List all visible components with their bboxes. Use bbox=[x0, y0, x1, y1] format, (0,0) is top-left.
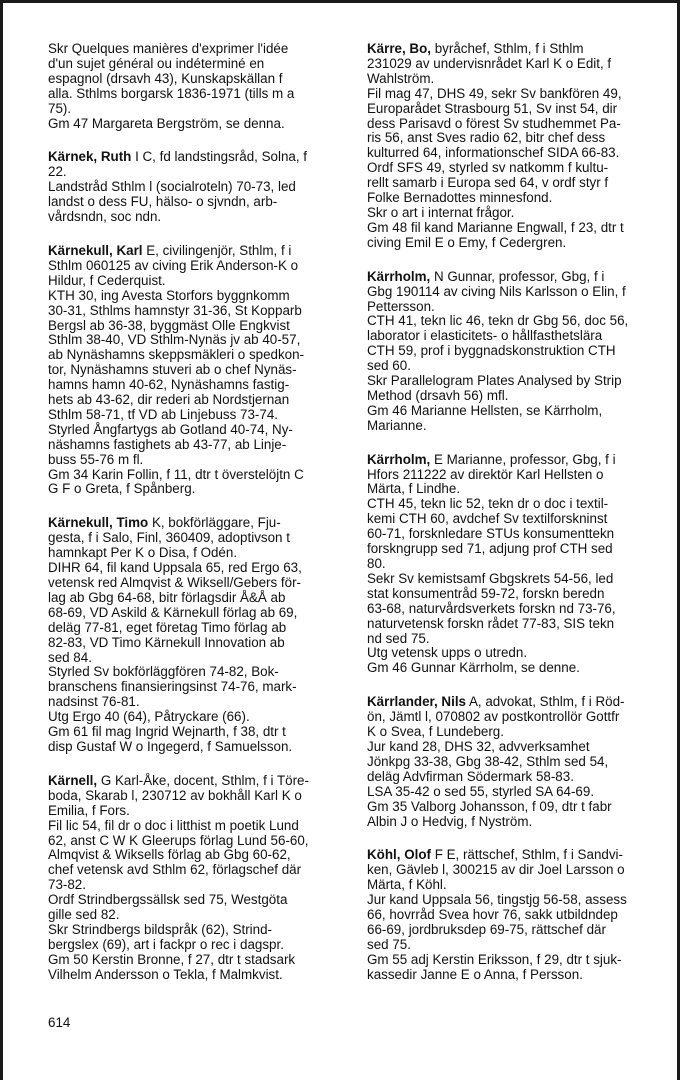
entry-line bbox=[48, 72, 340, 87]
entry-text: CTH 45, tekn lic 52, tekn dr o doc i textil- bbox=[367, 496, 609, 512]
biography-entry bbox=[48, 150, 340, 225]
entry-text: stat konsumentråd 59-72, forskn beredn bbox=[367, 585, 605, 601]
entry-line bbox=[367, 344, 659, 359]
entry-line bbox=[367, 923, 659, 938]
entry-text: Gm 48 fil kand Marianne Engwall, f 23, dtr t bbox=[367, 219, 624, 235]
entry-text: bergslex (69), art i fackpr o rec i dagspr. bbox=[48, 936, 284, 952]
entry-line bbox=[48, 953, 340, 968]
entry-line bbox=[367, 497, 659, 512]
entry-text: byråchef, Sthlm, f i Sthlm bbox=[431, 41, 584, 56]
entry-text: 22. bbox=[48, 164, 67, 180]
entry-line bbox=[48, 210, 340, 225]
entry-text: hamnkapt Per K o Disa, f Odén. bbox=[48, 545, 238, 561]
entry-line bbox=[367, 42, 659, 57]
left-column bbox=[48, 42, 340, 1002]
entry-line bbox=[48, 878, 340, 893]
entry-text: Ordf Strindbergssällsk sed 75, Westgöta bbox=[48, 892, 288, 908]
biography-entry bbox=[367, 42, 659, 251]
entry-text: Vilhelm Andersson o Tekla, f Malmkvist. bbox=[48, 966, 283, 982]
entry-line bbox=[48, 42, 340, 57]
entry-text: kulturred 64, informationschef SIDA 66-83. bbox=[367, 145, 620, 161]
entry-line bbox=[367, 72, 659, 87]
entry-line bbox=[48, 968, 340, 983]
entry-line bbox=[48, 333, 340, 348]
entry-text: Albin J o Hedvig, f Nyström. bbox=[367, 813, 533, 829]
entry-text: Emilia, f Fors. bbox=[48, 802, 130, 818]
entry-text: naturvetensk forskn rådet 77-83, SIS tekn bbox=[367, 615, 615, 631]
entry-text: G F o Greta, f Spånberg. bbox=[48, 481, 196, 497]
entry-text: Gm 46 Marianne Hellsten, se Kärrholm, bbox=[367, 402, 603, 418]
entry-line bbox=[367, 740, 659, 755]
entry-text: Skr Parallelogram Plates Analysed by Strip bbox=[367, 373, 622, 389]
entry-text: Wahlström. bbox=[367, 70, 435, 86]
entry-line bbox=[367, 710, 659, 725]
biography-entry bbox=[48, 516, 340, 755]
entry-text: Ordf SFS 49, styrled sv natkomm f kultu- bbox=[367, 160, 609, 176]
entry-text: ab Nynäshamns skeppsmäkleri o spedkon- bbox=[48, 347, 305, 363]
entry-line bbox=[48, 482, 340, 497]
entry-line bbox=[48, 546, 340, 561]
entry-text: Gm 55 adj Kerstin Eriksson, f 29, dtr t sjuk- bbox=[367, 951, 622, 967]
entry-text: hets ab 43-62, dir rederi ab Nordstjernan bbox=[48, 392, 290, 408]
entry-name: Kärnell, bbox=[48, 772, 98, 788]
entry-text: CTH 41, tekn lic 46, tekn dr Gbg 56, doc 56, bbox=[367, 313, 629, 329]
entry-text: Skr Quelques manières d'exprimer l'idée bbox=[48, 41, 289, 56]
entry-text: E Marianne, professor, Gbg, f i bbox=[430, 451, 616, 467]
entry-line bbox=[367, 661, 659, 676]
entry-line bbox=[48, 908, 340, 923]
biography-entry bbox=[367, 695, 659, 829]
biography-entry bbox=[48, 42, 340, 131]
entry-line bbox=[367, 617, 659, 632]
entry-line bbox=[367, 206, 659, 221]
entry-line bbox=[367, 527, 659, 542]
entry-text: laborator i elasticitets- o hållfasthetslära bbox=[367, 328, 603, 344]
entry-line bbox=[48, 848, 340, 863]
entry-line bbox=[48, 804, 340, 819]
entry-line bbox=[367, 968, 659, 983]
entry-line bbox=[48, 621, 340, 636]
entry-text: 75). bbox=[48, 100, 72, 116]
entry-line bbox=[367, 300, 659, 315]
entry-text: 68-69, VD Askild & Kärnekull förlag ab 69, bbox=[48, 604, 298, 620]
entry-text: deläg Advfirman Södermark 58-83. bbox=[367, 768, 574, 784]
entry-line bbox=[48, 710, 340, 725]
entry-line bbox=[367, 389, 659, 404]
entry-line bbox=[367, 419, 659, 434]
entry-text: näshamns fastighets ab 43-77, ab Linje- bbox=[48, 436, 287, 452]
entry-text: Gm 34 Karin Follin, f 11, dtr t överstelöjtn C bbox=[48, 466, 304, 482]
entry-text: 73-82. bbox=[48, 877, 86, 893]
entry-line bbox=[367, 176, 659, 191]
entry-line bbox=[367, 542, 659, 557]
entry-line bbox=[48, 57, 340, 72]
entry-line bbox=[48, 561, 340, 576]
biography-entry bbox=[367, 848, 659, 982]
entry-line bbox=[367, 770, 659, 785]
entry-line bbox=[48, 651, 340, 666]
entry-text: Märta, f Köhl. bbox=[367, 877, 447, 893]
entry-text: KTH 30, ing Avesta Storfors byggnkomm bbox=[48, 287, 290, 303]
entry-text: 231029 av undervisnrådet Karl K o Edit, f bbox=[367, 55, 612, 71]
entry-text: vetensk red Almqvist & Wiksell/Gebers för- bbox=[48, 575, 302, 590]
entry-text: boda, Skarab l, 230712 av bokhåll Karl K o bbox=[48, 787, 302, 803]
entry-line bbox=[367, 270, 659, 285]
entry-text: Bergsl ab 36-38, byggmäst Olle Engkvist bbox=[48, 317, 290, 333]
scan-edge-top bbox=[0, 0, 680, 3]
entry-text: deläg 77-81, eget företag Timo förlag ab bbox=[48, 619, 287, 635]
entry-text: A, advokat, Sthlm, f i Röd- bbox=[465, 694, 625, 710]
entry-text: Jur kand 28, DHS 32, advverksamhet bbox=[367, 738, 590, 754]
entry-text: 82-83, VD Timo Kärnekull Innovation ab bbox=[48, 634, 285, 650]
entry-line bbox=[48, 516, 340, 531]
entry-text: Gm 47 Margareta Bergström, se denna. bbox=[48, 115, 285, 131]
entry-line bbox=[48, 438, 340, 453]
entry-text: CTH 59, prof i byggnadskonstruktion CTH bbox=[367, 343, 616, 359]
entry-text: Fil lic 54, fil dr o doc i litthist m poetik Lund bbox=[48, 817, 299, 833]
entry-line bbox=[367, 695, 659, 710]
entry-line bbox=[48, 725, 340, 740]
entry-text: hamns hamn 40-62, Nynäshamns fastig- bbox=[48, 377, 290, 393]
entry-text: Styrled Sv bokförläggfören 74-82, Bok- bbox=[48, 664, 279, 680]
entry-text: K o Svea, f Lundeberg. bbox=[367, 724, 504, 740]
entry-text: d'un sujet général ou indéterminé en bbox=[48, 55, 265, 71]
entry-line bbox=[367, 236, 659, 251]
entry-line bbox=[367, 468, 659, 483]
entry-line bbox=[48, 468, 340, 483]
entry-text: Utg Ergo 40 (64), Påtryckare (66). bbox=[48, 709, 250, 725]
entry-text: ken, Gävleb l, 300215 av dir Joel Larsson o bbox=[367, 862, 625, 878]
entry-line bbox=[48, 102, 340, 117]
entry-text: DIHR 64, fil kand Uppsala 65, red Ergo 63, bbox=[48, 560, 302, 576]
entry-line bbox=[367, 102, 659, 117]
entry-text: Gm 61 fil mag Ingrid Wejnarth, f 38, dtr t bbox=[48, 724, 286, 740]
entry-line bbox=[48, 423, 340, 438]
entry-name: Kärrholm, bbox=[367, 268, 431, 284]
entry-line bbox=[367, 221, 659, 236]
entry-line bbox=[367, 117, 659, 132]
entry-text: buss 55-76 m fl. bbox=[48, 451, 144, 467]
entry-text: Hildur, f Cederquist. bbox=[48, 272, 166, 288]
entry-text: Jur kand Uppsala 56, tingstjg 56-58, assess bbox=[367, 892, 627, 908]
entry-line bbox=[367, 191, 659, 206]
entry-line bbox=[48, 378, 340, 393]
entry-name: Köhl, Olof bbox=[367, 847, 431, 863]
entry-text: kemi CTH 60, avdchef Sv textilforskninst bbox=[367, 511, 608, 527]
entry-line bbox=[48, 938, 340, 953]
entry-text: gille sed 82. bbox=[48, 907, 120, 923]
entry-line bbox=[48, 923, 340, 938]
entry-text: Styrled Ångfartygs ab Gotland 40-74, Ny- bbox=[48, 421, 293, 437]
entry-line bbox=[367, 953, 659, 968]
entry-text: Landstråd Sthlm l (socialroteln) 70-73, led bbox=[48, 179, 296, 195]
entry-line bbox=[48, 591, 340, 606]
entry-line bbox=[48, 576, 340, 591]
entry-text: dess Parisavd o förest Sv studhemmet Pa- bbox=[367, 115, 621, 131]
entry-text: chef vetensk avd Sthlm 62, förlagschef där bbox=[48, 862, 302, 878]
entry-text: Sthlm 060125 av civing Erik Anderson-K o bbox=[48, 257, 299, 273]
entry-text: Jönkpg 33-38, Gbg 38-42, Sthlm sed 54, bbox=[367, 753, 609, 769]
entry-text: 80. bbox=[367, 556, 386, 571]
entry-line bbox=[48, 606, 340, 621]
biography-entry bbox=[367, 453, 659, 677]
entry-text: gesta, f i Salo, Finl, 360409, adoptivson t bbox=[48, 530, 290, 546]
entry-line bbox=[48, 304, 340, 319]
entry-text: sed 75. bbox=[367, 936, 411, 952]
entry-line bbox=[367, 131, 659, 146]
entry-text: disp Gustaf W o Ingegerd, f Samuelsson. bbox=[48, 738, 293, 754]
entry-text: branschens finansieringsinst 74-76, mark- bbox=[48, 679, 297, 695]
entry-text: Sthlm 38-40, VD Sthlm-Nynäs jv ab 40-57, bbox=[48, 332, 301, 348]
entry-text: K, bokförläggare, Fju- bbox=[148, 515, 281, 531]
entry-text: alla. Sthlms borgarsk 1836-1971 (tills m a bbox=[48, 85, 295, 101]
entry-line bbox=[367, 646, 659, 661]
entry-name: Kärnekull, Timo bbox=[48, 515, 149, 531]
entry-text: forskngrupp sed 71, adjung prof CTH sed bbox=[367, 541, 613, 557]
entry-line bbox=[48, 150, 340, 165]
entry-text: 62, anst C W K Gleerups förlag Lund 56-60, bbox=[48, 832, 309, 848]
entry-text: 60-71, forsknledare STUs konsumenttekn bbox=[367, 526, 615, 542]
entry-text: E, civilingenjör, Sthlm, f i bbox=[142, 242, 292, 258]
entry-line bbox=[367, 848, 659, 863]
entry-text: 63-68, naturvårdsverkets forskn nd 73-76, bbox=[367, 600, 616, 616]
entry-line bbox=[367, 404, 659, 419]
entry-name: Kärnekull, Karl bbox=[48, 242, 143, 258]
entry-line bbox=[367, 785, 659, 800]
entry-line bbox=[48, 893, 340, 908]
entry-line bbox=[367, 938, 659, 953]
entry-text: Gm 35 Valborg Johansson, f 09, dtr t fabr bbox=[367, 798, 612, 814]
entry-text: Skr Strindbergs bildspråk (62), Strind- bbox=[48, 921, 273, 937]
entry-text: civing Emil E o Emy, f Cedergren. bbox=[367, 234, 567, 250]
entry-text: Märta, f Lindhe. bbox=[367, 481, 461, 497]
entry-line bbox=[48, 259, 340, 274]
entry-text: Marianne. bbox=[367, 417, 427, 433]
entry-text: Europarådet Strasbourg 51, Sv inst 54, dir bbox=[367, 100, 618, 116]
entry-line bbox=[367, 800, 659, 815]
entry-line bbox=[48, 348, 340, 363]
entry-text: Sekr Sv kemistsamf Gbgskrets 54-56, led bbox=[367, 570, 614, 586]
entry-text: landst o dess FU, hälso- o sjvndn, arb- bbox=[48, 194, 278, 210]
entry-text: G Karl-Åke, docent, Sthlm, f i Töre- bbox=[97, 772, 309, 788]
entry-name: Kärrholm, bbox=[367, 451, 431, 467]
entry-text: nd sed 75. bbox=[367, 630, 430, 646]
entry-text: espagnol (drsavh 43), Kunskapskällan f bbox=[48, 70, 283, 86]
entry-line bbox=[367, 863, 659, 878]
entry-text: N Gunnar, professor, Gbg, f i bbox=[430, 268, 605, 284]
entry-line bbox=[367, 908, 659, 923]
entry-line bbox=[367, 587, 659, 602]
entry-line bbox=[48, 117, 340, 132]
entry-line bbox=[367, 87, 659, 102]
entry-line bbox=[48, 834, 340, 849]
entry-line bbox=[367, 374, 659, 389]
entry-line bbox=[367, 482, 659, 497]
entry-line bbox=[48, 244, 340, 259]
entry-line bbox=[48, 636, 340, 651]
entry-line bbox=[367, 146, 659, 161]
entry-line bbox=[48, 289, 340, 304]
entry-line bbox=[367, 57, 659, 72]
entry-name: Kärnek, Ruth bbox=[48, 149, 132, 165]
entry-line bbox=[367, 878, 659, 893]
entry-text: lag ab Gbg 64-68, bitr förlagsdir Å&Å ab bbox=[48, 589, 286, 605]
entry-text: LSA 35-42 o sed 55, styrled SA 64-69. bbox=[367, 783, 595, 799]
entry-text: ris 56, anst Sves radio 62, bitr chef dess bbox=[367, 130, 606, 146]
entry-line bbox=[367, 893, 659, 908]
entry-text: tor, Nynäshamns stuveri ab o chef Nynäs- bbox=[48, 362, 297, 378]
entry-text: 30-31, Sthlms hamnstyr 31-36, St Kopparb bbox=[48, 302, 302, 318]
entry-text: I C, fd landstingsråd, Solna, f bbox=[131, 149, 308, 165]
entry-line bbox=[48, 680, 340, 695]
entry-text: nadsinst 76-81. bbox=[48, 694, 140, 710]
entry-line bbox=[367, 329, 659, 344]
entry-text: 66-69, jordbruksdep 69-75, rättschef där bbox=[367, 921, 606, 937]
entry-line bbox=[367, 602, 659, 617]
entry-line bbox=[367, 359, 659, 374]
entry-line bbox=[48, 274, 340, 289]
biography-entry bbox=[48, 774, 340, 983]
entry-line bbox=[48, 774, 340, 789]
entry-text: F E, rättschef, Sthlm, f i Sandvi- bbox=[430, 847, 623, 863]
entry-text: Gbg 190114 av civing Nils Karlsson o Elin, f bbox=[367, 283, 626, 299]
biography-entry bbox=[48, 244, 340, 497]
entry-text: Sthlm 58-71, tf VD ab Linjebuss 73-74. bbox=[48, 406, 279, 422]
entry-text: Fil mag 47, DHS 49, sekr Sv bankfören 49, bbox=[367, 85, 622, 101]
entry-text: Folke Bernadottes minnesfond. bbox=[367, 190, 553, 206]
entry-line bbox=[48, 453, 340, 468]
entry-text: Almqvist & Wiksells förlag ab Gbg 60-62, bbox=[48, 847, 291, 863]
page-number: 614 bbox=[48, 1015, 71, 1030]
entry-text: ön, Jämtl l, 070802 av postkontrollör Gottfr bbox=[367, 709, 620, 725]
entry-line bbox=[367, 161, 659, 176]
entry-text: sed 84. bbox=[48, 649, 92, 665]
entry-line bbox=[48, 87, 340, 102]
entry-line bbox=[367, 815, 659, 830]
entry-line bbox=[367, 512, 659, 527]
entry-line bbox=[367, 725, 659, 740]
entry-line bbox=[367, 632, 659, 647]
entry-text: Skr o art i internat frågor. bbox=[367, 204, 515, 220]
entry-text: Pettersson. bbox=[367, 298, 435, 314]
entry-line bbox=[367, 755, 659, 770]
entry-line bbox=[48, 319, 340, 334]
entry-line bbox=[367, 572, 659, 587]
entry-line bbox=[48, 531, 340, 546]
entry-text: rellt samarb i Europa sed 64, v ordf styr f bbox=[367, 175, 609, 191]
biography-entry bbox=[367, 270, 659, 434]
entry-line bbox=[367, 453, 659, 468]
entry-name: Kärrlander, Nils bbox=[367, 694, 466, 710]
entry-text: sed 60. bbox=[367, 358, 411, 374]
scan-edge-left bbox=[0, 0, 3, 1080]
entry-line bbox=[48, 180, 340, 195]
entry-text: 66, hovrråd Svea hovr 76, sakk utbildndep bbox=[367, 907, 618, 923]
entry-line bbox=[367, 285, 659, 300]
entry-text: Hfors 211222 av direktör Karl Hellsten o bbox=[367, 466, 604, 482]
entry-text: Method (drsavh 56) mfl. bbox=[367, 387, 509, 403]
entry-name: Kärre, Bo, bbox=[367, 41, 431, 56]
entry-line bbox=[48, 408, 340, 423]
entry-text: Gm 46 Gunnar Kärrholm, se denne. bbox=[367, 660, 580, 676]
entry-line bbox=[367, 557, 659, 572]
entry-text: vårdsndn, soc ndn. bbox=[48, 209, 162, 225]
entry-text: kassedir Janne E o Anna, f Persson. bbox=[367, 966, 583, 982]
entry-text: Gm 50 Kerstin Bronne, f 27, dtr t stadsark bbox=[48, 951, 296, 967]
entry-line bbox=[48, 695, 340, 710]
entry-line bbox=[48, 195, 340, 210]
entry-line bbox=[48, 740, 340, 755]
entry-line bbox=[48, 819, 340, 834]
entry-line bbox=[48, 165, 340, 180]
entry-line bbox=[48, 393, 340, 408]
entry-line bbox=[48, 863, 340, 878]
entry-line bbox=[48, 665, 340, 680]
entry-text: Utg vetensk upps o utredn. bbox=[367, 645, 528, 661]
entry-line bbox=[48, 363, 340, 378]
right-column bbox=[367, 42, 659, 1002]
entry-line bbox=[48, 789, 340, 804]
entry-line bbox=[367, 314, 659, 329]
